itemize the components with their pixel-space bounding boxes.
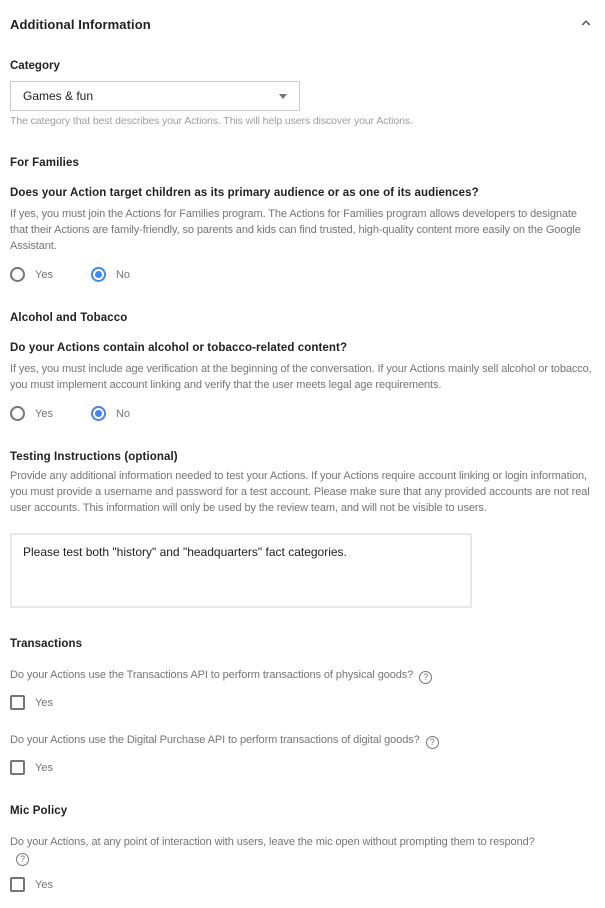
radio-icon xyxy=(91,406,106,421)
category-select[interactable] xyxy=(10,81,300,111)
checkbox-icon xyxy=(10,877,25,892)
transactions-digital-checkbox[interactable] xyxy=(10,760,595,775)
for-families-radio-group xyxy=(10,267,595,282)
category-selected-value: Games & fun xyxy=(23,89,94,103)
mic-policy-checkbox[interactable] xyxy=(10,877,595,892)
radio-label: Yes xyxy=(35,268,53,281)
checkbox-icon xyxy=(10,695,25,710)
checkbox-label: Yes xyxy=(35,761,53,774)
for-families-question: Does your Action target children as its primary audience or as one of its audiences? xyxy=(10,187,479,199)
mic-policy-title: Mic Policy xyxy=(10,805,68,817)
testing-instructions-title: Testing Instructions (optional) xyxy=(10,451,178,463)
panel-header xyxy=(10,14,595,34)
for-families-radio-yes[interactable] xyxy=(10,267,53,282)
radio-icon xyxy=(91,267,106,282)
alcohol-tobacco-title: Alcohol and Tobacco xyxy=(10,312,128,324)
radio-label: Yes xyxy=(35,407,53,420)
radio-label: No xyxy=(115,407,131,420)
alcohol-tobacco-description: If yes, you must include age verification at the beginning of the conversation. If your Actions mainly sell alcohol or tobacco, you must implement account linking and verify that the user meets legal age requirements. xyxy=(10,363,592,391)
testing-instructions-input[interactable] xyxy=(10,533,472,608)
checkbox-label: Yes xyxy=(35,878,53,891)
question-text: Do your Actions use the Transactions API to perform transactions of physical goods? xyxy=(10,669,414,681)
for-families-description: If yes, you must join the Actions for Families program. The Actions for Families program allows developers to designate that their Actions are family-friendly, so parents and kids can find trusted, high-quality content more easily on the Google Assistant. xyxy=(10,208,581,252)
transactions-physical-checkbox[interactable] xyxy=(10,695,595,710)
alcohol-tobacco-radio-yes[interactable] xyxy=(10,406,53,421)
radio-icon xyxy=(10,267,25,282)
category-label: Category xyxy=(10,60,60,72)
testing-instructions-description: Provide any additional information needed to test your Actions. If your Actions require account linking or login information, you must provide a username and password for a test account. Please make sure that any provided accounts are not real user accounts. This information will only be used by the review team, and will not be visible to users. xyxy=(10,470,590,514)
alcohol-tobacco-radio-group xyxy=(10,406,595,421)
alcohol-tobacco-question: Do your Actions contain alcohol or tobacco-related content? xyxy=(10,342,348,354)
for-families-section xyxy=(10,157,595,282)
radio-icon xyxy=(10,406,25,421)
transactions-digital-question xyxy=(10,733,595,749)
checkbox-icon xyxy=(10,760,25,775)
chevron-up-icon xyxy=(579,16,593,33)
mic-policy-section xyxy=(10,805,595,892)
checkbox-label: Yes xyxy=(35,696,53,709)
alcohol-tobacco-section xyxy=(10,312,595,421)
help-icon[interactable]: ? xyxy=(16,853,29,866)
category-helper-text: The category that best describes your Actions. This will help users discover your Actions. xyxy=(10,115,413,127)
question-text: Do your Actions use the Digital Purchase API to perform transactions of digital goods? xyxy=(10,734,420,746)
transactions-title: Transactions xyxy=(10,638,83,650)
testing-instructions-section xyxy=(10,451,595,608)
collapse-section-button[interactable] xyxy=(577,14,595,35)
mic-policy-question xyxy=(10,835,540,866)
radio-label: No xyxy=(115,268,131,281)
for-families-title: For Families xyxy=(10,157,79,169)
question-text: Do your Actions, at any point of interaction with users, leave the mic open without prompting them to respond? xyxy=(10,836,535,848)
category-field xyxy=(10,60,595,127)
alcohol-tobacco-radio-no[interactable] xyxy=(91,406,130,421)
panel-title: Additional Information xyxy=(10,16,151,32)
transactions-section xyxy=(10,638,595,775)
help-icon[interactable]: ? xyxy=(426,736,439,749)
caret-down-icon xyxy=(279,94,287,99)
transactions-physical-question xyxy=(10,668,595,684)
for-families-radio-no[interactable] xyxy=(91,267,130,282)
help-icon[interactable]: ? xyxy=(419,671,432,684)
